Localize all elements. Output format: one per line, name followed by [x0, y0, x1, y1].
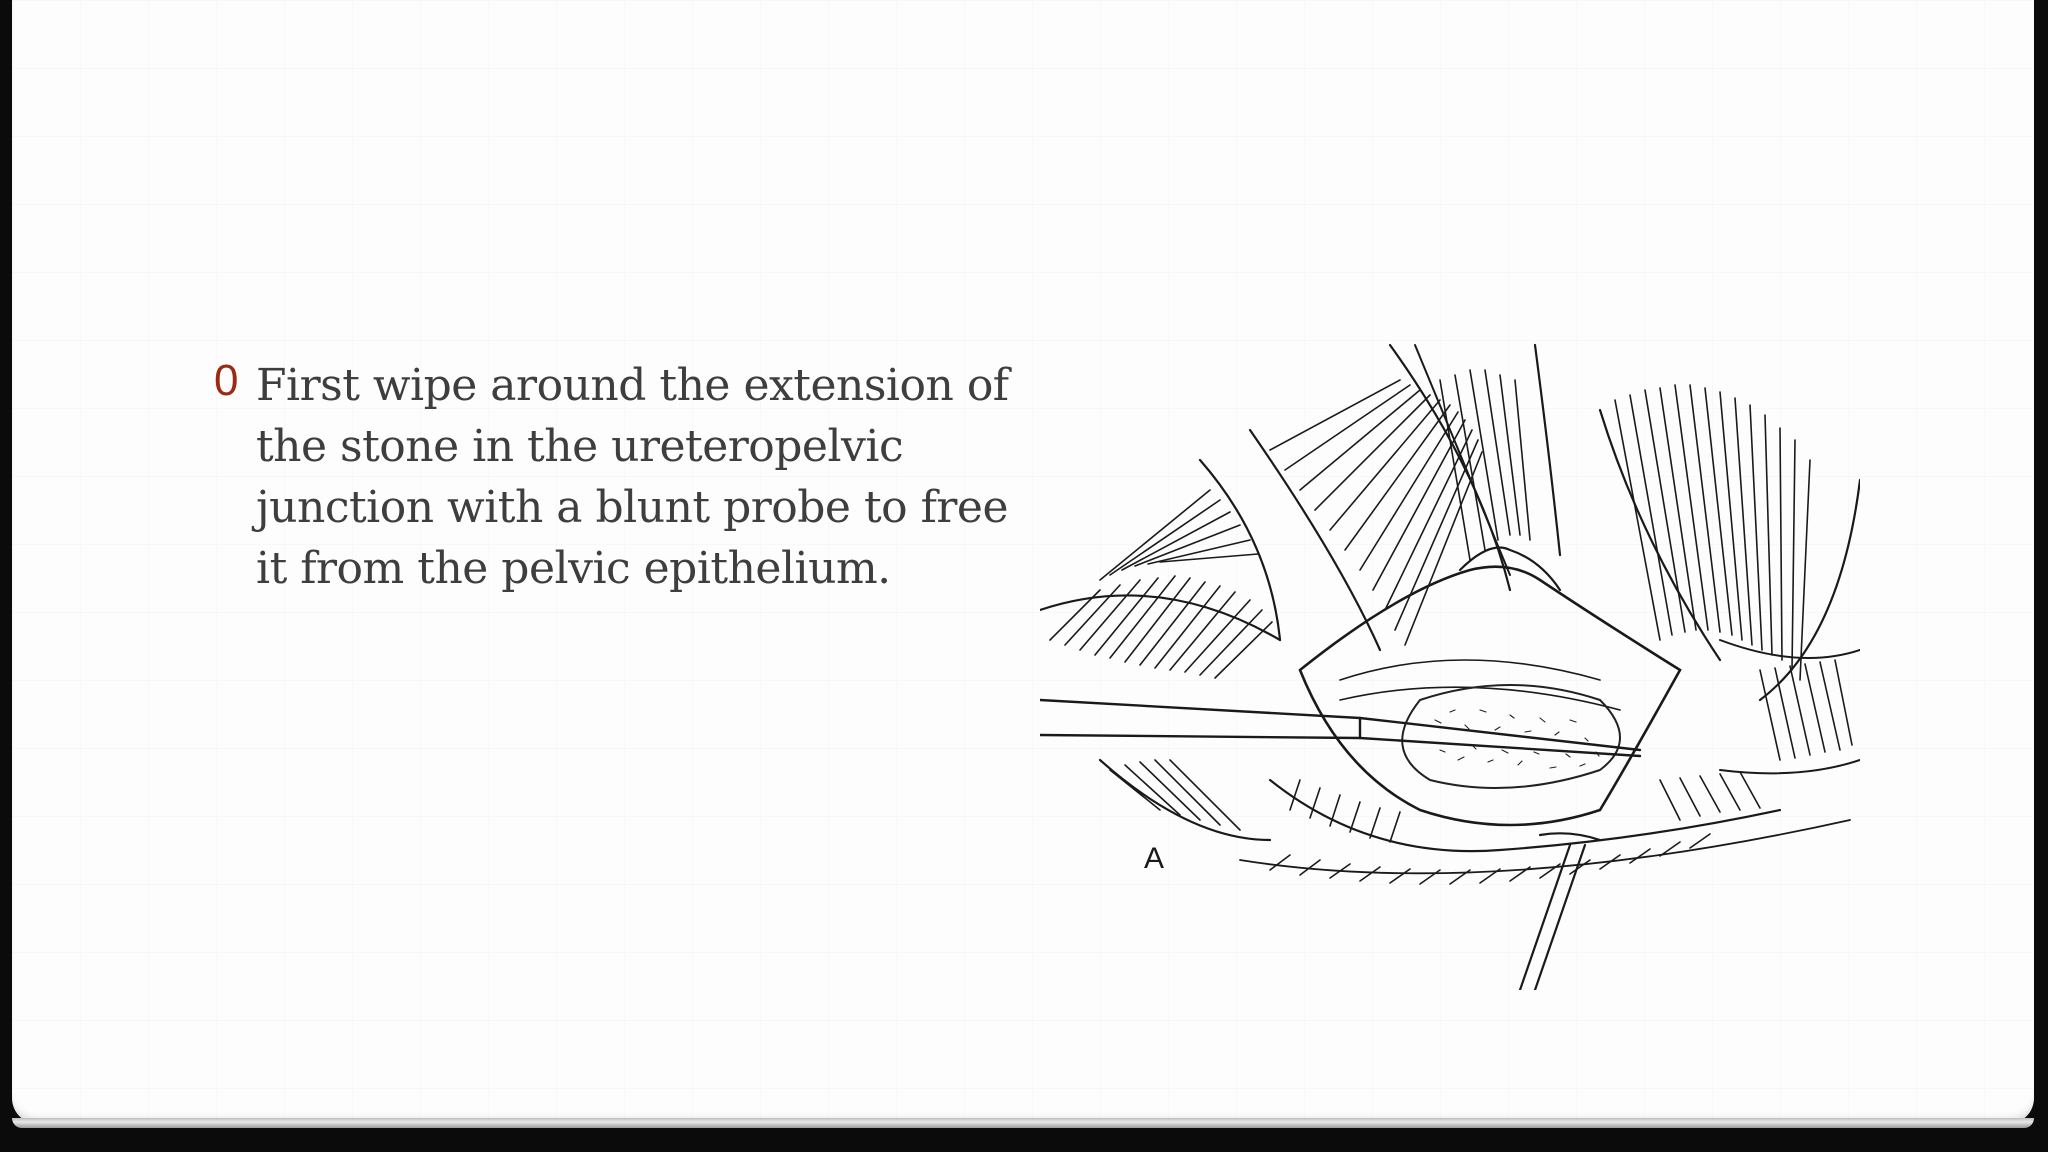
muscle-fan-middle — [1250, 345, 1560, 650]
muscle-fan-right — [1600, 385, 1860, 700]
surgical-illustration — [1040, 340, 1860, 990]
tissue-flap-left — [1040, 460, 1280, 678]
retractor — [1520, 833, 1600, 990]
figure-label: A — [1144, 842, 1165, 875]
tissue-right — [1720, 640, 1860, 773]
bullet-marker-icon: 0 — [214, 356, 239, 405]
stone — [1402, 685, 1620, 788]
slide-page-curl — [12, 1118, 2034, 1128]
bullet-point — [214, 355, 1034, 599]
blunt-probe — [1040, 700, 1640, 756]
bullet-text: First wipe around the extension of the stone in the ureteropelvic junction with a blunt probe to free it from the pelvic epithelium. — [256, 360, 1009, 594]
